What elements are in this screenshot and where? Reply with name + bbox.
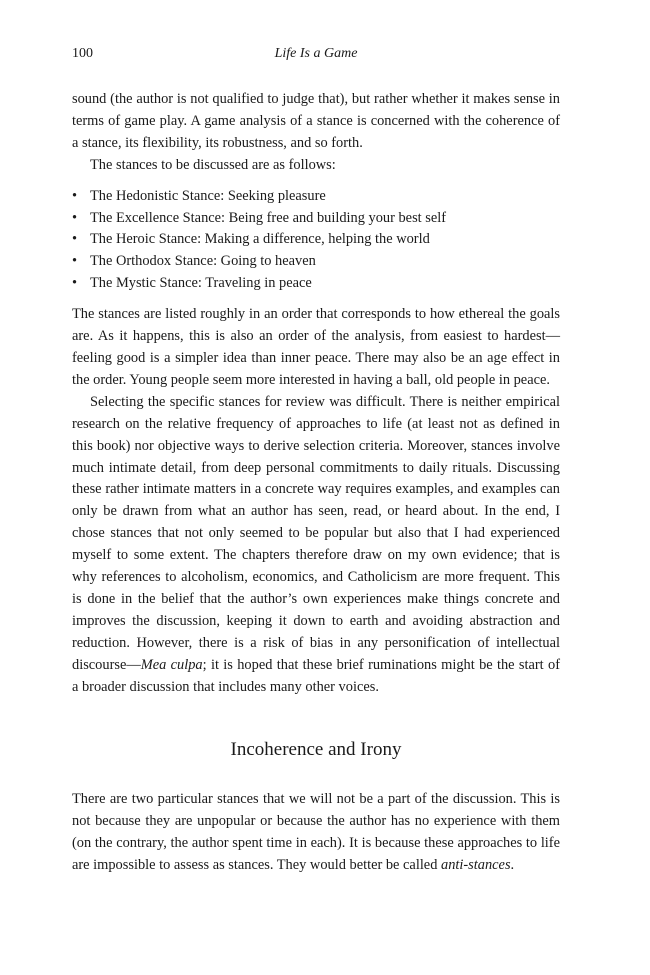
list-item-text: The Mystic Stance: Traveling in peace xyxy=(90,275,312,292)
list-item-text: The Heroic Stance: Making a difference, helping the world xyxy=(90,231,430,248)
paragraph-incoherence-text: There are two particular stances that we will not be a part of the discussion. This is not because they are unpopular or because the author has no experience with them (on the contrary, the author spent time in each). It is because these approaches to life are impossible to assess as stances. They would better be called xyxy=(72,791,560,874)
paragraph-stance-order: The stances are listed roughly in an order that corresponds to how ethereal the goals are. As it happens, this is also an order of the analysis, from easiest to hardest—feeling good is a simpler idea than inner peace. There may also be an age effect in the order. Young people seem more interested in having a ball, old people in peace. xyxy=(72,306,560,388)
list-item xyxy=(72,186,560,208)
bullet-icon: • xyxy=(72,253,78,270)
bullet-icon: • xyxy=(72,275,78,292)
page-number: 100 xyxy=(72,46,93,61)
paragraph-incoherence xyxy=(72,789,560,877)
paragraph-incoherence-end: . xyxy=(510,857,515,874)
section-heading: Incoherence and Irony xyxy=(230,739,402,761)
book-title: Life Is a Game xyxy=(274,46,358,61)
list-item xyxy=(72,273,560,295)
list-item xyxy=(72,251,560,273)
list-item-text: The Orthodox Stance: Going to heaven xyxy=(90,253,316,270)
list-item xyxy=(72,208,560,230)
paragraph-selection-end: ; it is hoped that these brief ruminations might be the start of a broader discussion that includes many other voices. xyxy=(72,656,560,695)
bullet-icon: • xyxy=(72,231,78,248)
paragraph-selection-text: Selecting the specific stances for review was difficult. There is neither empirical research on the relative frequency of approaches to life (at least not as defined in this book) nor objective ways to derive selection criteria. Moreover, stances involve much intimate detail, from deep personal commitments to daily rituals. Discussing these rather intimate matters in a concrete way requires examples, and examples can only be drawn from what an author has seen, read, or heard about. In the end, I chose stances that not only seemed to be popular but also that I had experienced myself to some extent. The chapters therefore draw on my own evidence; that is why references to alcoholism, economics, and Catholicism are more frequent. This is done in the belief that the author’s own experiences make things concrete and improves the discussion, keeping it down to earth and avoiding abstraction and reduction. However, there is a risk of bias in any personification of intellectual discourse— xyxy=(72,393,560,673)
paragraph-continuation: sound (the author is not qualified to judge that), but rather whether it makes sense in terms of game play. A game analysis of a stance is concerned with the coherence of a stance, its flexibility, its robustness, and so forth. xyxy=(72,91,560,151)
paragraph-selection xyxy=(72,392,560,699)
bullet-icon: • xyxy=(72,187,78,204)
list-item-text: The Hedonistic Stance: Seeking pleasure xyxy=(90,187,326,204)
mea-culpa-italic: Mea culpa xyxy=(140,656,203,673)
body-text xyxy=(72,89,560,877)
stance-list xyxy=(72,186,560,296)
running-head xyxy=(72,46,560,66)
list-item-text: The Excellence Stance: Being free and building your best self xyxy=(90,209,447,226)
anti-stances-italic: anti-stances xyxy=(441,857,511,874)
paragraph-list-intro: The stances to be discussed are as follows: xyxy=(90,156,336,173)
list-item xyxy=(72,229,560,251)
bullet-icon: • xyxy=(72,209,78,226)
